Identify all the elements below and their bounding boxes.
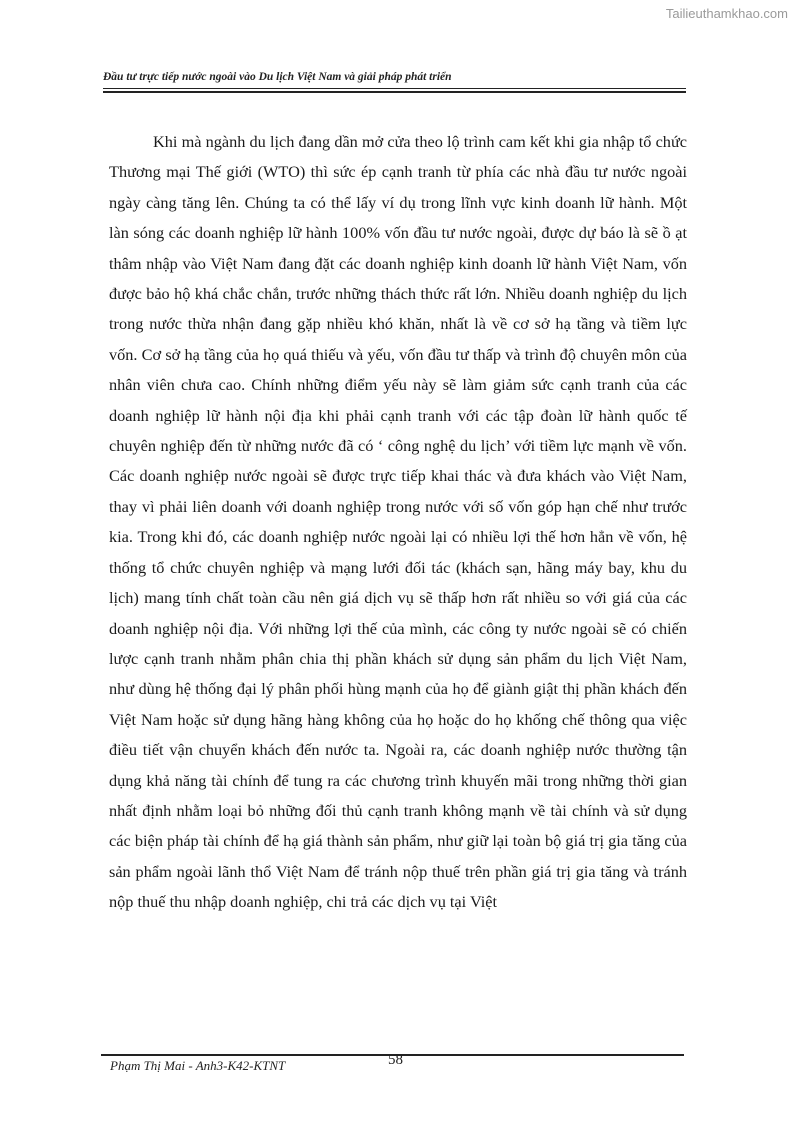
running-header-title: Đầu tư trực tiếp nước ngoài vào Du lịch Việt Nam và giải pháp phát triển: [103, 71, 452, 83]
header-divider-thin: [103, 88, 686, 89]
body-paragraph: Khi mà ngành du lịch đang dần mở cửa theo lộ trình cam kết khi gia nhập tổ chức Thương mại Thế giới (WTO) thì sức ép cạnh tranh từ phía các nhà đầu tư nước ngoài ngày càng tăng lên. Chúng ta có thể lấy ví dụ trong lĩnh vực kinh doanh lữ hành. Một làn sóng các doanh nghiệp lữ hành 100% vốn đầu tư nước ngoài, được dự báo là sẽ ồ ạt thâm nhập vào Việt Nam đang đặt các doanh nghiệp kinh doanh lữ hành Việt Nam, vốn được bảo hộ khá chắc chắn, trước những thách thức rất lớn. Nhiều doanh nghiệp du lịch trong nước thừa nhận đang gặp nhiều khó khăn, nhất là về cơ sở hạ tầng và tiềm lực vốn. Cơ sở hạ tầng của họ quá thiếu và yếu, vốn đầu tư thấp và trình độ chuyên môn của nhân viên chưa cao. Chính những điểm yếu này sẽ làm giảm sức cạnh tranh của các doanh nghiệp lữ hành nội địa khi phải cạnh tranh với các tập đoàn lữ hành quốc tế chuyên nghiệp đến từ những nước đã có ‘ công nghệ du lịch’ với tiềm lực mạnh về vốn. Các doanh nghiệp nước ngoài sẽ được trực tiếp khai thác và đưa khách vào Việt Nam, thay vì phải liên doanh với doanh nghiệp trong nước với số vốn góp hạn chế như trước kia. Trong khi đó, các doanh nghiệp nước ngoài lại có nhiều lợi thế hơn hẳn về vốn, hệ thống tổ chức chuyên nghiệp và mạng lưới đối tác (khách sạn, hãng máy bay, khu du lịch) mang tính chất toàn cầu nên giá dịch vụ sẽ thấp hơn rất nhiều so với giá của các doanh nghiệp nội địa. Với những lợi thế của mình, các công ty nước ngoài sẽ có chiến lược cạnh tranh nhằm phân chia thị phần khách sử dụng sản phẩm du lịch Việt Nam, như dùng hệ thống đại lý phân phối hùng mạnh của họ để giành giật thị phần khách đến Việt Nam hoặc sử dụng hãng hàng không của họ hoặc do họ khống chế thông qua việc điều tiết vận chuyển khách đến nước ta. Ngoài ra, các doanh nghiệp nước thường tận dụng khả năng tài chính để tung ra các chương trình khuyến mãi trong những thời gian nhất định nhằm loại bỏ những đối thủ cạnh tranh không mạnh về tài chính và sử dụng các biện pháp tài chính để hạ giá thành sản phẩm, như giữ lại toàn bộ giá trị gia tăng của sản phẩm ngoài lãnh thổ Việt Nam để tránh nộp thuế trên phần giá trị gia tăng và tránh nộp thuế thu nhập doanh nghiệp, chi trả các dịch vụ tại Việt: [109, 132, 687, 912]
page-number: 58: [388, 1052, 403, 1068]
watermark: Tailieuthamkhao.com: [665, 6, 788, 21]
footer-author: Phạm Thị Mai - Anh3-K42-KTNT: [110, 1058, 286, 1073]
header-divider-thick: [103, 91, 686, 93]
